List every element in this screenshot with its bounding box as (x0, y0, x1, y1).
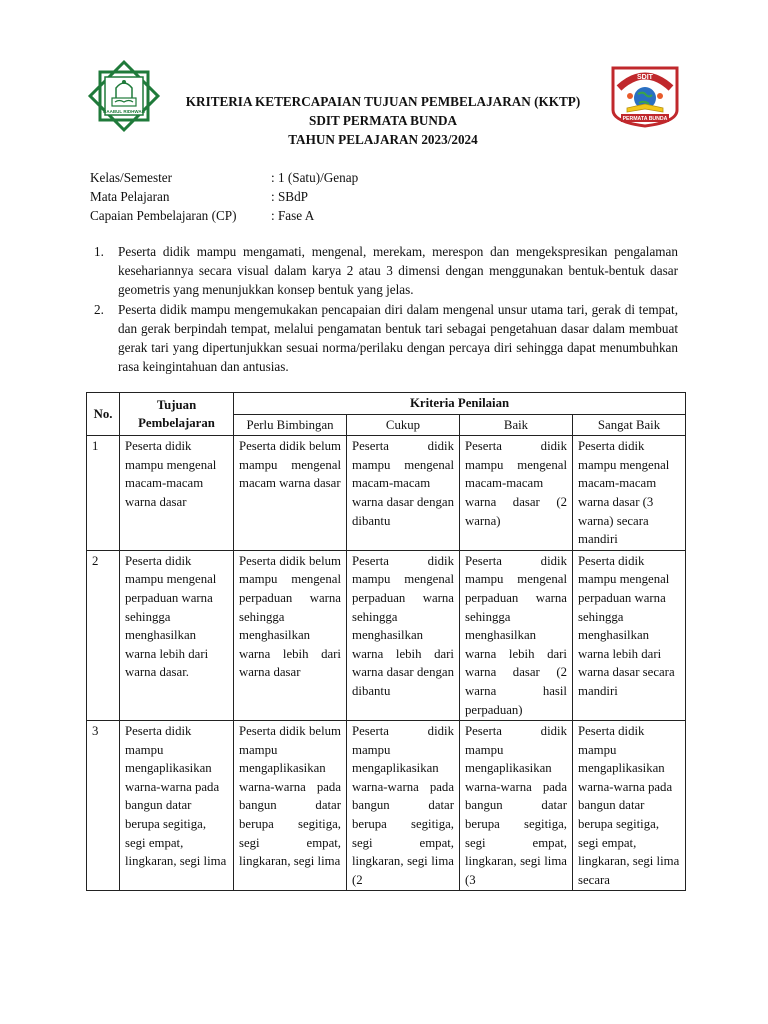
capaian-text: Peserta didik mampu mengemukakan pencapaian diri dalam mengenal unsur utama tari, gerak di tempat, dan gerak berpindah tempat, melalui pengamatan bentuk tari sebagai pengetahuan dasar dalam membuat gerak tari yang dipertunjukkan sesuai norma/perilaku dengan percaya diri sehingga dapat menumbuhkan rasa keingintahuan dan antusias. (118, 302, 678, 374)
table-row (87, 550, 686, 720)
cell-cukup: Peserta didik mampu mengenal perpaduan warna sehingga menghasilkan warna lebih dari warna dasar dengan dibantu (347, 550, 460, 720)
baabul-ridhwan-logo (86, 58, 162, 134)
cell-sangat-baik: Peserta didik mampu mengenal perpaduan warna sehingga menghasilkan warna lebih dari warna dasar secara mandiri (573, 550, 686, 720)
cell-baik: Peserta didik mampu mengaplikasikan warna-warna pada bangun datar berupa segitiga, segi empat, lingkaran, segi lima (3 (460, 721, 573, 891)
sdit-permata-bunda-logo (605, 62, 685, 128)
meta-row-cp (90, 206, 358, 225)
meta-row-subject (90, 187, 358, 206)
cell-baik: Peserta didik mampu mengenal perpaduan warna sehingga menghasilkan warna lebih dari warna dasar (2 warna hasil perpaduan) (460, 550, 573, 720)
meta-label: Mata Pelajaran (90, 189, 170, 204)
cell-sangat-baik: Peserta didik mampu mengaplikasikan warna-warna pada bangun datar berupa segitiga, segi empat, lingkaran, segi lima secara (573, 721, 686, 891)
cell-perlu-bimbingan: Peserta didik belum mampu mengenal perpaduan warna sehingga menghasilkan warna lebih dari warna dasar (234, 550, 347, 720)
kktp-table (86, 392, 686, 891)
header-no: No. (87, 393, 120, 436)
header-sangat-baik: Sangat Baik (573, 414, 686, 436)
cell-cukup: Peserta didik mampu mengenal macam-macam warna dasar dengan dibantu (347, 436, 460, 551)
cell-cukup: Peserta didik mampu mengaplikasikan warna-warna pada bangun datar berupa segitiga, segi empat, lingkaran, segi lima (2 (347, 721, 460, 891)
cell-tujuan: Peserta didik mampu mengaplikasikan warna-warna pada bangun datar berupa segitiga, segi empat, lingkaran, segi lima (120, 721, 234, 891)
capaian-list (90, 242, 678, 377)
meta-row-class (90, 168, 358, 187)
cell-tujuan: Peserta didik mampu mengenal macam-macam warna dasar (120, 436, 234, 551)
meta-label: Capaian Pembelajaran (CP) (90, 208, 237, 223)
cell-perlu-bimbingan: Peserta didik belum mampu mengaplikasikan warna-warna pada bangun datar berupa segitiga, segi empat, lingkaran, segi lima (234, 721, 347, 891)
course-info (90, 168, 358, 225)
capaian-text: Peserta didik mampu mengamati, mengenal, merekam, merespon dan mengekspresikan pengalaman kesehariannya secara visual dalam karya 2 atau 3 dimensi dengan menggunakan bentuk-bentuk dasar geometris yang menunjukkan konsep bentuk yang jelas. (118, 244, 678, 297)
capaian-number: 2. (94, 302, 104, 317)
right-logo-arc-text: SDIT (637, 74, 653, 81)
cell-no: 2 (87, 550, 120, 720)
cell-baik: Peserta didik mampu mengenal macam-macam warna dasar (2 warna) (460, 436, 573, 551)
left-logo-text: BAABUL RIDHWAN (103, 109, 145, 114)
meta-value: : 1 (Satu)/Genap (271, 170, 359, 185)
cell-sangat-baik: Peserta didik mampu mengenal macam-macam warna dasar (3 warna) secara mandiri (573, 436, 686, 551)
header-perlu-bimbingan: Perlu Bimbingan (234, 414, 347, 436)
document-title: KRITERIA KETERCAPAIAN TUJUAN PEMBELAJARAN (KKTP) (185, 94, 581, 109)
cell-no: 1 (87, 436, 120, 551)
header-baik: Baik (460, 414, 573, 436)
capaian-number: 1. (94, 244, 104, 259)
header-cukup: Cukup (347, 414, 460, 436)
document-header (160, 92, 606, 149)
meta-value: : SBdP (271, 189, 309, 204)
capaian-item (90, 300, 678, 376)
cell-no: 3 (87, 721, 120, 891)
capaian-item (90, 242, 678, 299)
cell-perlu-bimbingan: Peserta didik belum mampu mengenal macam warna dasar (234, 436, 347, 551)
meta-value: : Fase A (271, 208, 315, 223)
right-logo-banner-text: PERMATA BUNDA (622, 116, 668, 123)
school-name: SDIT PERMATA BUNDA (308, 113, 457, 128)
table-header-row (87, 393, 686, 415)
header-kriteria: Kriteria Penilaian (234, 393, 686, 415)
meta-label: Kelas/Semester (90, 170, 173, 185)
table-row (87, 436, 686, 551)
header-tujuan: Tujuan Pembelajaran (120, 393, 234, 436)
cell-tujuan: Peserta didik mampu mengenal perpaduan warna sehingga menghasilkan warna lebih dari warna dasar. (120, 550, 234, 720)
table-row (87, 721, 686, 891)
academic-year: TAHUN PELAJARAN 2023/2024 (288, 132, 478, 147)
